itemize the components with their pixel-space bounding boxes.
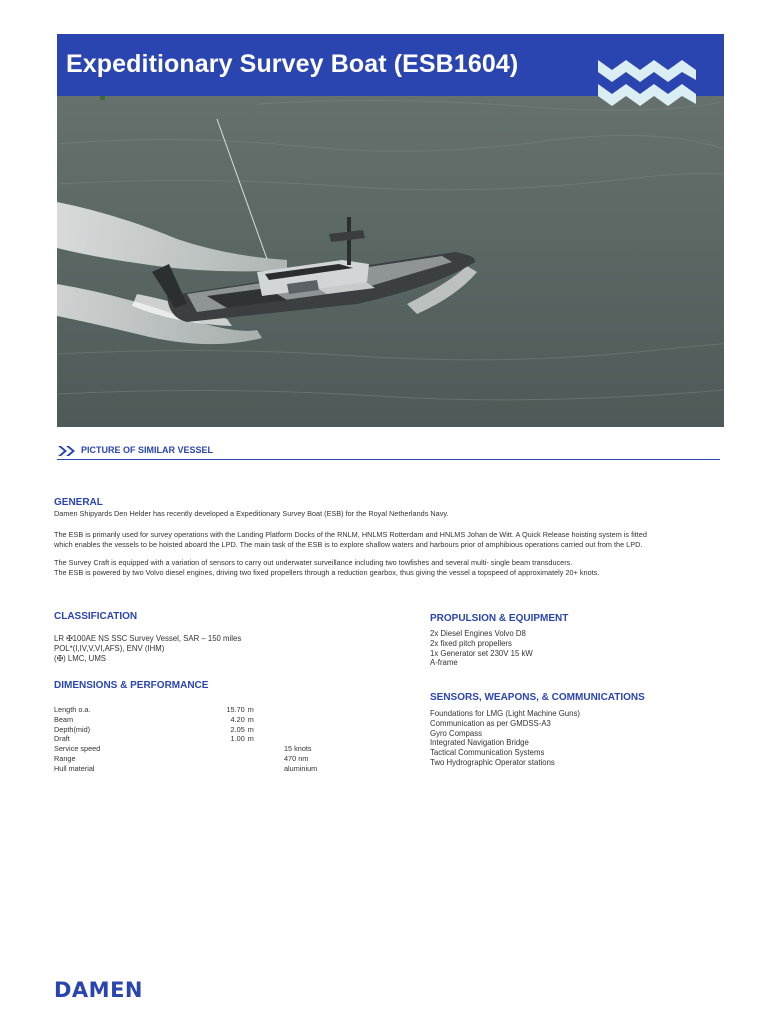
propulsion-line: 2x fixed pitch propellers xyxy=(430,638,512,648)
dimension-label: Range xyxy=(54,753,76,763)
dimensions-heading: DIMENSIONS & PERFORMANCE xyxy=(54,680,209,691)
classification-list xyxy=(54,634,241,663)
dimension-unit: m xyxy=(247,724,254,734)
dimension-label: Hull material xyxy=(54,763,95,773)
general-heading: GENERAL xyxy=(54,497,103,508)
sensors-list xyxy=(430,709,580,768)
propulsion-heading: PROPULSION & EQUIPMENT xyxy=(430,613,569,624)
sensors-line: Integrated Navigation Bridge xyxy=(430,738,529,748)
dimension-label: Service speed xyxy=(54,744,101,754)
dimension-unit: m xyxy=(247,734,254,744)
general-text-line: which enables the vessels to be hoisted aboard the LPD. The main task of the ESB is to explore shallow waters and harbours prior of amphibious operations carried out from the LPD. xyxy=(54,539,643,549)
general-paragraph-3 xyxy=(54,558,724,577)
dimension-label: Length o.a. xyxy=(54,705,91,714)
dimensions-table xyxy=(54,705,320,774)
dimension-value: 15.70 xyxy=(226,705,245,714)
sensors-line: Tactical Communication Systems xyxy=(430,748,545,758)
sensors-heading: SENSORS, WEAPONS, & COMMUNICATIONS xyxy=(430,692,645,703)
photo-caption-row xyxy=(57,444,720,460)
classification-line: (✠) LMC, UMS xyxy=(54,653,107,663)
table-row xyxy=(54,705,320,715)
table-row xyxy=(54,744,320,754)
dimension-value: 15 knots xyxy=(284,744,312,754)
dimension-value: 1.00 xyxy=(230,734,245,744)
classification-line: LR ✠100AE NS SSC Survey Vessel, SAR – 150 miles xyxy=(54,634,242,643)
dimension-value: 4.20 xyxy=(230,714,245,724)
sensors-line: Two Hydrographic Operator stations xyxy=(430,757,555,767)
table-row xyxy=(54,725,320,735)
general-paragraph-1 xyxy=(54,509,724,519)
table-row xyxy=(54,734,320,744)
dimension-label: Beam xyxy=(54,714,74,724)
page-title: Expeditionary Survey Boat (ESB1604) xyxy=(66,50,519,78)
photo-caption: PICTURE OF SIMILAR VESSEL xyxy=(81,445,214,455)
dimension-label: Draft xyxy=(54,734,70,744)
table-row xyxy=(54,754,320,764)
classification-heading: CLASSIFICATION xyxy=(54,611,138,622)
propulsion-list xyxy=(430,629,533,668)
dimension-unit: m xyxy=(247,705,254,714)
dimension-value: 2.05 xyxy=(230,724,245,734)
general-paragraph-2 xyxy=(54,530,724,549)
sensors-line: Communication as per GMDSS-A3 xyxy=(430,718,551,728)
sensors-line: Foundations for LMG (Light Machine Guns) xyxy=(430,709,580,718)
dimension-value: 470 nm xyxy=(284,753,309,763)
dimension-label: Depth(mid) xyxy=(54,724,91,734)
propulsion-line: A-frame xyxy=(430,658,458,668)
general-text-line: The ESB is powered by two Volvo diesel engines, driving two fixed propellers through a reduction gearbox, thus giving the vessel a topspeed of approximately 20+ knots. xyxy=(54,567,600,577)
general-text-line: The ESB is primarily used for survey operations with the Landing Platform Docks of the RNLM, HNLMS Rotterdam and HNLMS Johan de Witt. A Quick Release hoisting system is fitted xyxy=(54,530,647,539)
general-text-line: The Survey Craft is equipped with a variation of sensors to carry out underwater surveillance including two towfishes and several multi- single beam transducers. xyxy=(54,558,573,567)
dimension-unit: m xyxy=(247,714,254,724)
table-row xyxy=(54,715,320,725)
propulsion-line: 2x Diesel Engines Volvo D8 xyxy=(430,629,526,638)
title-bar xyxy=(57,34,724,96)
damen-logo: DAMEN xyxy=(54,978,144,1002)
dimension-value: aluminium xyxy=(284,763,318,773)
wave-logo-icon xyxy=(594,50,704,110)
propulsion-line: 1x Generator set 230V 15 kW xyxy=(430,648,533,658)
double-chevron-icon xyxy=(57,445,77,457)
sensors-line: Gyro Compass xyxy=(430,728,482,738)
general-text-line: Damen Shipyards Den Helder has recently developed a Expeditionary Survey Boat (ESB) for the Royal Netherlands Navy. xyxy=(54,509,449,518)
table-row xyxy=(54,764,320,774)
classification-line: POL*(I,IV,V,VI,AFS), ENV (IHM) xyxy=(54,643,165,653)
